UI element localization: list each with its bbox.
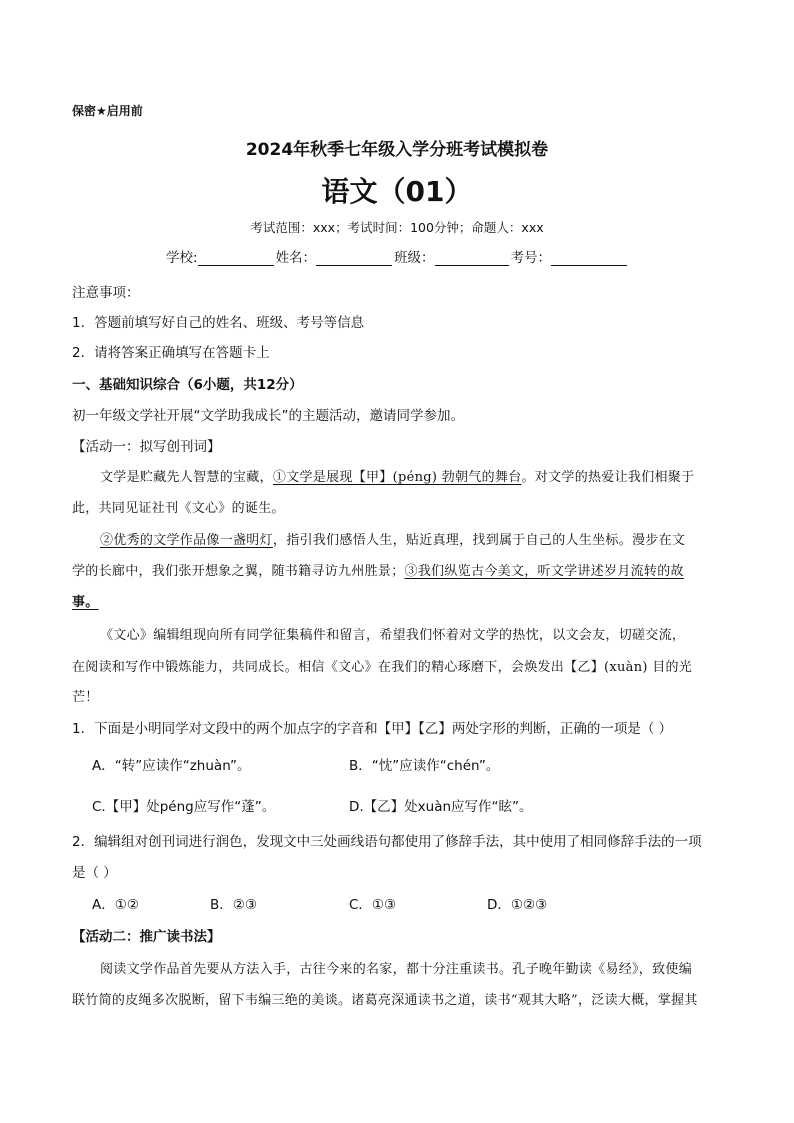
passage-p1-line2: 此，共同见证社刊《文心》的诞生。 [72,501,285,516]
class-label: 班级： [394,250,435,266]
school-label: 学校: [166,250,198,266]
section-intro: 初一年级文学社开展“文学助我成长”的主题活动，邀请同学参加。 [72,408,464,424]
underlined-sentence-3: ③我们纵览古今美文，听文学讲述岁月流转的故 [404,564,684,579]
subject-title: 语文（01） [321,175,473,208]
q2-option-c[interactable]: C．①③ [349,897,397,913]
notice-heading: 注意事项： [72,285,140,301]
school-blank[interactable] [198,249,274,266]
exam-title: 2024年秋季七年级入学分班考试模拟卷 [245,140,549,160]
exam-number-label: 考号： [510,250,552,266]
notice-item-1: 1．答题前填写好自己的姓名、班级、考号等信息 [72,315,365,331]
q2-option-a[interactable]: A．①② [92,897,139,913]
passage-p3-line1: 《文心》编辑组现向所有同学征集稿件和留言，希望我们怀着对文学的热忱，以文会友，切磋交流， [100,628,686,643]
confidential-label: 保密★启用前 [72,104,143,118]
underlined-sentence-2: ②优秀的文学作品像一盏明灯 [100,533,273,548]
activity-two-heading: 【活动二：推广读书法】 [72,929,221,945]
name-blank[interactable] [316,249,392,266]
activity-one-heading: 【活动一：拟写创刊词】 [72,439,221,455]
question-2-line2: 是（ ） [72,865,117,881]
text-span: 文学是贮藏先人智慧的宝藏， [100,470,273,485]
exam-info: 考试范围：xxx；考试时间：100分钟；命题人：xxx [250,220,544,235]
exam-number-blank[interactable] [551,249,627,266]
name-label: 姓名： [275,250,317,266]
student-fields [166,246,629,266]
text-span: 。对文学的热爱让我们相聚于 [521,470,695,485]
q1-option-c[interactable]: C.【甲】处péng应写作“蓬”。 [92,799,276,815]
passage-p3-line3: 芒！ [72,690,99,705]
section-heading: 一、基础知识综合（6小题，共12分） [72,377,303,393]
q2-option-d[interactable]: D．①②③ [487,897,548,913]
q1-option-d[interactable]: D.【乙】处xuàn应写作“眩”。 [349,799,533,815]
passage-p2-line2 [72,560,684,579]
passage-p1-line1 [100,466,694,485]
q2-option-b[interactable]: B．②③ [210,897,257,913]
question-2-line1: 2．编辑组对创刊词进行润色，发现文中三处画线语句都使用了修辞手法，其中使用了相同修辞手法的一项 [72,834,702,850]
passage-p4-line1: 阅读文学作品首先要从方法入手，古往今来的名家，都十分注重读书。孔子晚年勤读《易经》，致使编 [100,962,693,977]
text-span: ，指引我们感悟人生，贴近真理，找到属于自己的人生坐标。漫步在文 [272,533,686,548]
text-span: 学的长廊中，我们张开想象之翼，随书籍寻访九州胜景； [72,564,405,579]
class-blank[interactable] [435,249,509,266]
q1-option-b[interactable]: B．“忱”应读作“chén”。 [349,758,500,774]
passage-p2-line1 [100,529,685,548]
passage-p2-line3 [72,591,99,610]
underlined-sentence-3-end: 事。 [72,595,99,610]
passage-p3-line2: 在阅读和写作中锻炼能力，共同成长。相信《文心》在我们的精心琢磨下，会焕发出【乙】(xuàn) 目的光 [72,660,693,675]
underlined-sentence-1: ①文学是展现【甲】(péng) 勃朝气的舞台 [272,470,522,485]
passage-p4-line2: 联竹简的皮绳多次脱断，留下韦编三绝的美谈。诸葛亮深通读书之道，读书“观其大略”，泛读大概，掌握其 [72,993,698,1008]
notice-item-2: 2．请将答案正确填写在答题卡上 [72,345,270,361]
q1-option-a[interactable]: A．“转”应读作“zhuàn”。 [92,758,251,774]
question-1: 1．下面是小明同学对文段中的两个加点字的字音和【甲】【乙】两处字形的判断，正确的一项是（ ） [72,721,673,737]
